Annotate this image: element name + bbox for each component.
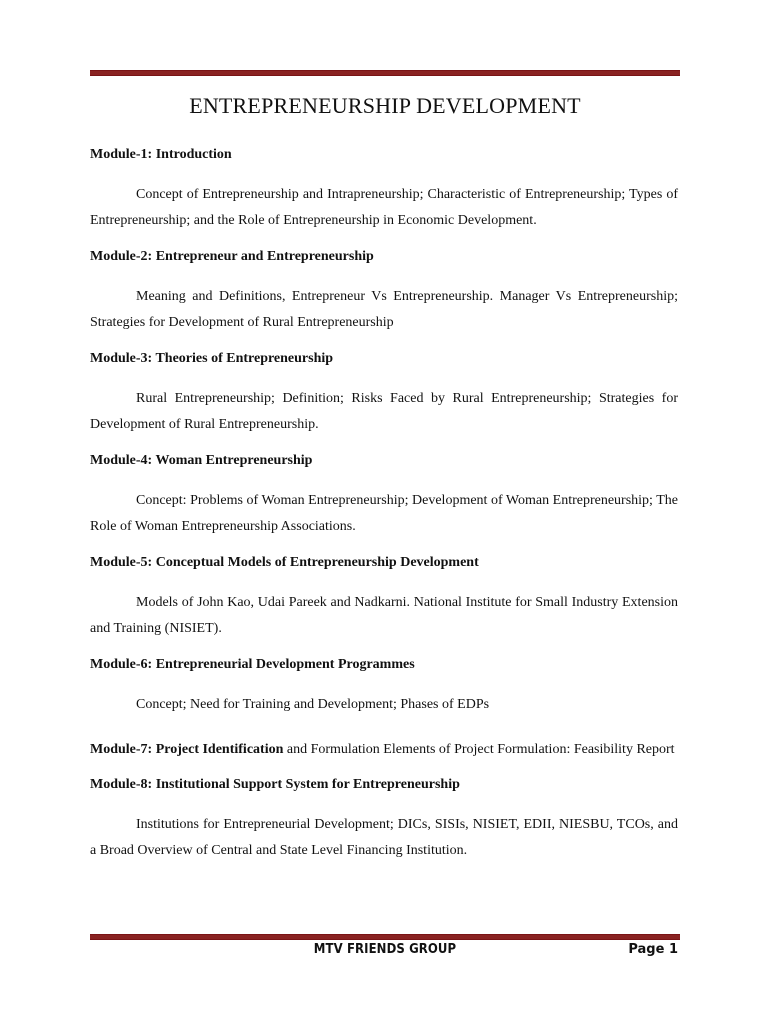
module-heading: Module-3: Theories of Entrepreneurship xyxy=(90,351,334,366)
module-2 xyxy=(90,247,678,336)
document-title: ENTREPRENEURSHIP DEVELOPMENT xyxy=(189,93,581,118)
module-6 xyxy=(90,655,678,718)
module-list xyxy=(90,145,678,877)
module-description: Concept; Need for Training and Development; Phases of EDPs xyxy=(136,697,490,712)
footer-rule xyxy=(90,934,680,939)
module-heading: Module-6: Entrepreneurial Development Programmes xyxy=(90,657,415,672)
module-3 xyxy=(90,349,678,438)
footer-group-name: MTV FRIENDS GROUP xyxy=(313,942,457,957)
module-8 xyxy=(90,775,678,864)
module-description: Rural Entrepreneurship; Definition; Risks Faced by Rural Entrepreneurship; Strategies for Development of Rural Entrepreneurship. xyxy=(90,391,678,432)
module-4 xyxy=(90,451,678,540)
header-rule xyxy=(90,70,680,75)
module-5 xyxy=(90,553,678,642)
module-heading: Module-8: Institutional Support System for Entrepreneurship xyxy=(90,777,460,792)
module-heading: Module-1: Introduction xyxy=(90,147,232,162)
module-heading: Module-7: Project Identification and Formulation Elements of Project Formulation: Feasibility Report xyxy=(90,742,675,757)
module-heading: Module-5: Conceptual Models of Entrepreneurship Development xyxy=(90,555,479,570)
module-7 xyxy=(90,737,678,763)
page-number: Page 1 xyxy=(628,942,678,957)
module-heading: Module-2: Entrepreneur and Entrepreneurship xyxy=(90,249,374,264)
module-1 xyxy=(90,145,678,234)
module-heading-continuation: and Formulation Elements of Project Formulation: Feasibility Report xyxy=(283,742,675,757)
module-description: Concept of Entrepreneurship and Intrapreneurship; Characteristic of Entrepreneurship; Types of Entrepreneurship; and the Role of Entrepreneurship in Economic Development. xyxy=(90,187,678,228)
module-description: Concept: Problems of Woman Entrepreneurship; Development of Woman Entrepreneurship; The Role of Woman Entrepreneurship Associations. xyxy=(90,493,678,534)
module-description: Models of John Kao, Udai Pareek and Nadkarni. National Institute for Small Industry Extension and Training (NISIET). xyxy=(90,595,678,636)
module-description: Institutions for Entrepreneurial Development; DICs, SISIs, NISIET, EDII, NIESBU, TCOs, and a Broad Overview of Central and State Level Financing Institution. xyxy=(90,817,678,858)
module-description: Meaning and Definitions, Entrepreneur Vs Entrepreneurship. Manager Vs Entrepreneurship; Strategies for Development of Rural Entrepreneurship xyxy=(90,289,678,330)
module-heading: Module-4: Woman Entrepreneurship xyxy=(90,453,313,468)
